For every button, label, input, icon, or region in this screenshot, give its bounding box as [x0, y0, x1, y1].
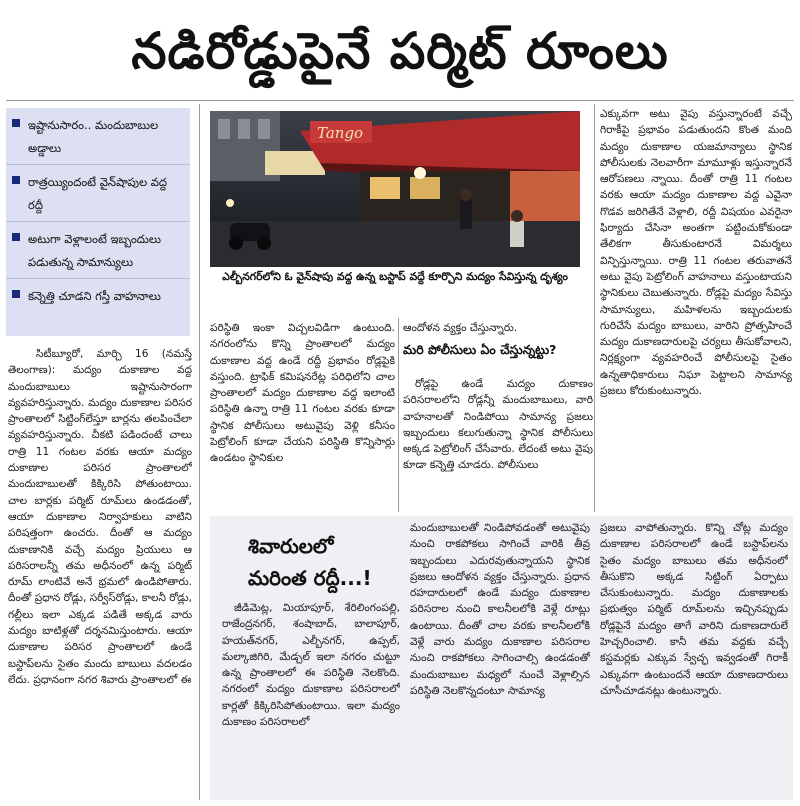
highlights-box [6, 108, 190, 336]
highlight-item [6, 279, 190, 312]
sidebar-story-column-1 [222, 600, 400, 796]
street-night-scene-image [210, 111, 580, 267]
article-paragraph: మందుబాబులతో నిండిపోవడంతో అటువైపు నుంచి రాకపోకలు సాగించే వారికి తీవ్ర ఇబ్బందులు ఎదురవుతున్నాయని స్థానిక ప్రజలు ఆందోళన వ్యక్తం చేస్తున్నారు. ప్రధాన రహదారులలో ఉండే మద్యం దుకాణాల పరిసరాల నుంచి కాలనీలలోకి వెళ్లే రూట్లు ఉంటాయి. దీంతో చాల వరకు కాలనీలలోకి వెళ్లే వారు మద్యం దుకాణాల పరిసరాల నుంచి రాకపోకలు సాగించాల్సి ఉండడంతో మందుబాబుల మధ్యలో నుంచే వెళ్లాల్సిన పరిస్థితి నెలకొన్నదంటూ సామాన్య [410, 522, 590, 697]
photo-caption: ఎల్బీనగర్‌లోని ఓ వైన్‌షాపు వద్ద ఉన్న బస్టాప్ వద్దే కూర్చొని మద్యం సేవిస్తున్న దృశ్యం [222, 270, 568, 283]
section-subheading: మరి పోలీసులు ఏం చేస్తున్నట్టు? [403, 342, 557, 357]
headline: నడిరోడ్డుపైనే పర్మిట్ రూంలు [131, 22, 669, 80]
column-rule [398, 318, 399, 512]
highlight-item [6, 222, 190, 279]
article-paragraph: ఎక్కువగా అటు వైపు వస్తున్నారంటే వచ్చే గిరాకీపై ప్రభావం పడుతుందని కొంత మంది మద్యం దుకాణాల యజమాన్యాలు స్థానిక పోలీసులకు నెలవారీగా మామూళ్లు ఇస్తున్నారనే ఆరోపణలు న్నాయి. దీంతో రాత్రి 11 గంటల వరకు ఆయా మద్యం దుకాణాల వద్ద ఎవైనా గొడవ జరిగితేనే వెళ్లాలి, రద్దీ విషయం ఎవరైనా ఫిర్యాదు చేసినా అంతగా పట్టించుకోకుండా తేలికగా తీసుకుంటారనే విమర్శలు విన్పిస్తున్నాయి. రాత్రి 11 గంటల తరువాతనే అటు వైపు పెట్రోలింగ్ వాహనాలు వస్తుంటాయని స్థానికులు చెబుతున్నారు. రోడ్లపై మద్యం సేవిస్తు సామాన్యులు, మహిళలను ఇబ్బందులకు గురిచేసే మద్యం బాబులు, వారిని ప్రోత్సహించే మద్యం దుకాణదారులపై చర్యలు తీసుకోవాలని, నిర్లక్ష్యంగా వ్యవహరించే పోలీసులపై సైతం ఉన్నతాధికారులు నిఘా పెట్టాలని సామాన్య ప్రజలు కోరుకుంటున్నారు. [600, 108, 792, 398]
square-bullet-icon [12, 119, 20, 127]
article-column-4 [600, 106, 792, 510]
article-column-3 [403, 320, 593, 340]
highlight-text: ఇష్టానుసారం.. మందుబాబుల అడ్డాలు [28, 118, 159, 155]
shop-sign-text: Tango [317, 124, 364, 142]
highlight-item [6, 165, 190, 222]
article-column-3-body [403, 376, 593, 510]
highlight-item [6, 108, 190, 165]
article-column-1 [8, 346, 192, 800]
sidebar-story-title: శివారులలో మరింత రద్దీ...! [248, 534, 372, 590]
square-bullet-icon [12, 176, 20, 184]
column-rule [199, 104, 200, 800]
article-paragraph: రోడ్లపై ఉండే మద్యం దుకాణం పరిసరాలలోని రోడ్లన్నీ మందుబాబులు, వారి వాహనాలతో నిండిపోయి సామాన్య ప్రజలు ఇబ్బందులు కలుగుతున్నా స్థానిక పోలీసులు అక్కడ పెట్రోలింగ్ చేసేవారు. లేదంటే అటు వైపు కూడా కన్నెత్తి చూడరు. పోలీసులు [403, 378, 593, 472]
article-paragraph: ఆందోళన వ్యక్తం చేస్తున్నారు. [403, 322, 518, 334]
highlight-text: అటుగా వెళ్లాలంటే ఇబ్బందులు పడుతున్న సామాన్యులు [28, 232, 162, 269]
news-photo [210, 111, 580, 267]
article-paragraph: జీడిమెట్ల, మియాపూర్, శేరిలింగంపల్లి, రాజేంద్రనగర్, శంషాబాద్, బాలాపూర్, హయత్‌నగర్, ఎల్బీనగర్, ఉప్పల్, మల్కాజిగిరి, మేడ్చల్ ఇలా నగరం చుట్టూ ఉన్న ప్రాంతాలలో ఈ పరిస్థితి నెలకొంది. నగరంలో మద్యం దుకాణాల పరిసరాలలో కార్లతో కిక్కిరిసిపోతుంటాయి. ఇలా మద్యం దుకాణం పరిసరాలలో [222, 602, 400, 729]
sidebar-story-column-3 [600, 520, 788, 796]
article-paragraph: సిటీబ్యూరో, మార్చి 16 (నమస్తే తెలంగాణ): మద్యం దుకాణాల వద్ద మందుబాబులు ఇష్టానుసారంగా వ్యవహరిస్తున్నారు. మద్యం దుకాణాల పరిసర ప్రాంతాలలో సిట్టింగ్‌లేస్తూ బార్లను తలపించేలా వ్యవహరిస్తున్నారు. చీకటి పడిందంటే చాలు రాత్రి 11 గంటల వరకు ఆయా మద్యం దుకాణాల పరిసర ప్రాంతాలలో మందుబాబులతో కిక్కిరిసి పోతుంటాయి. చాల బార్లకు పర్మిట్ రూమ్‌లు ఉండడంతో, ఆయా దుకాణాల నిర్వాహకులు వాటిని పరిషత్తంగా ఉంచరు. దీంతో ఆ మద్యం దుకాణానికి వచ్చే మద్యం ప్రియులు ఆ పరిసరాలన్నీ తమ అధీనంలో ఉన్న పర్మిట్ రూమ్ లాంటివే అనే భ్రమలో ఉండిపోతారు. దీంతో ప్రధాన రోడ్లు, సర్వీస్‌రోడ్లు, కాలనీ రోడ్లు, గల్లీలు ఇలా ఎక్కడ పడితే అక్కడ వారు మద్యం బాటిళ్లతో దర్శనమిస్తుంటారు. ఆయా దుకాణాల పరిసర ప్రాంతాలలో ఉండే బస్టాప్‌లను సైతం మందు బాబులు వదలడం లేదు. ప్రధానంగా నగర శివారు ప్రాంతాలలో ఈ [8, 348, 192, 686]
article-paragraph: ప్రజలు వాపోతున్నారు. కొన్ని చోట్ల మద్యం దుకాణాల పరిసరాలలో ఉండే బస్టాప్‌లను సైతం మద్యం బాబులు తమ అధీనంలో తీసుకొని అక్కడ సిట్టింగ్ ఏర్పాటు చేసుకుంటున్నారు. మద్యం దుకాణాలకు ప్రభుత్వం పర్మిట్ రూమ్‌లను ఇచ్చినప్పుడు రోడ్లపైనే మద్యం తాగే వారిని దుకాణదారులే హెచ్చరించాలి. కానీ తమ వద్దకు వచ్చే కస్టమర్లకు ఎక్కువ స్వేచ్ఛ ఇవ్వడంతో గిరాకీ ఎక్కువగా ఉంటుందనే ఆయా దుకాణదారులు చూసీచూడనట్లు ఉంటున్నారు. [600, 522, 788, 697]
highlight-text: రాత్రయ్యిందంటే వైన్‌షాపుల వద్ద రద్దీ [28, 175, 168, 212]
sidebar-story-column-2 [410, 520, 590, 796]
headline-rule [6, 100, 794, 101]
article-column-2 [210, 320, 395, 510]
square-bullet-icon [12, 290, 20, 298]
article-paragraph: పరిస్థితి ఇంకా విచ్చలవిడిగా ఉంటుంది. నగరంలోను కొన్ని ప్రాంతాలలో మద్యం దుకాణాల వద్ద ఉండే రద్దీ ప్రభావం రోడ్లపైకి వస్తుంది. ట్రాఫిక్ కమిషనరేట్ల పరిధిలోని చాల ప్రాంతాలలో మద్యం దుకాణాల వద్ద ఇలాంటి పరిస్థితి ఉన్నా రాత్రి 11 గంటల వరకు కూడా స్థానిక పోలీసులు అటువైపు వెళ్లి కనీసం పెట్రోలింగ్ కూడా చేయని పరిస్థితి కొన్నిసార్లు ఉండటం స్థానికుల [210, 322, 395, 465]
highlight-text: కన్నెత్తి చూడని గస్తీ వాహనాలు [28, 289, 161, 303]
square-bullet-icon [12, 233, 20, 241]
column-rule [594, 104, 595, 512]
